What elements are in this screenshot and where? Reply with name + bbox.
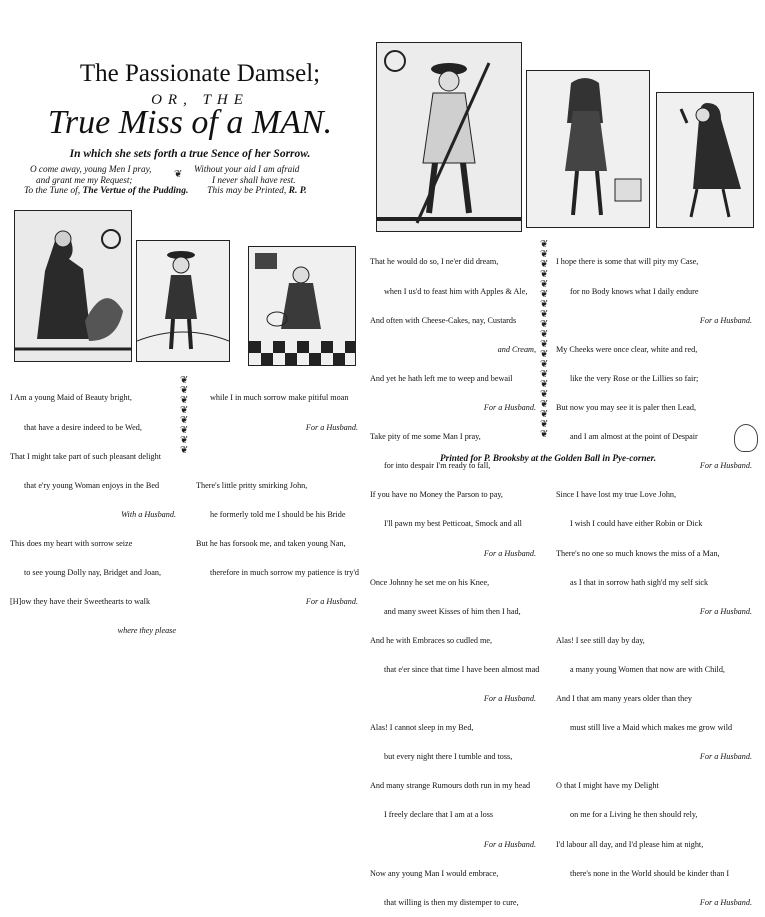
tune-prefix: To the Tune of,	[24, 186, 81, 196]
refrain-line: For a Husband.	[699, 897, 752, 907]
verse-line: And many strange Rumours doth run in my head	[370, 781, 531, 791]
licence-text: This may be Printed,	[207, 186, 287, 196]
ornament-icon: ❦	[180, 425, 189, 436]
verse-line: like the very Rose or the Lillies so fair;	[570, 373, 699, 383]
lady-peacock-illustration	[15, 211, 131, 361]
tune-name: The Vertue of the Pudding.	[82, 186, 189, 196]
title-line-3: True Miss of a MAN.	[47, 104, 333, 141]
refrain-line: With a Husband.	[121, 509, 176, 519]
refrain-line: For a Husband.	[483, 548, 536, 558]
verse-line: that willing is then my distemper to cure,	[384, 897, 519, 907]
ornament-icon: ❦	[540, 419, 549, 430]
refrain-line: For a Husband.	[699, 606, 752, 616]
ornament-icon: ❦	[540, 389, 549, 400]
verse-line: I'll pawn my best Petticoat, Smock and all	[384, 519, 522, 529]
title-line-2: OR, THE	[151, 92, 249, 108]
verse-line: My Cheeks were once clear, white and red,	[556, 344, 698, 354]
refrain-line: For a Husband.	[483, 694, 536, 704]
ornament-icon: ❦	[540, 299, 549, 310]
verse-line: that have a desire indeed to be Wed,	[24, 422, 142, 432]
refrain-line: For a Husband.	[483, 402, 536, 412]
ornament-icon: ❦	[540, 359, 549, 370]
verse-line: There's little pritty smirking John,	[196, 480, 308, 490]
ornament-icon: ❦	[540, 309, 549, 320]
verse-line: That I might take part of such pleasant delight	[10, 451, 161, 461]
verse-line: Since I have lost my true Love John,	[556, 490, 677, 500]
verse-line: a many young Women that now are with Child,	[570, 664, 725, 674]
ornament-icon: ❦	[180, 385, 189, 396]
verse-line: while I in much sorrow make pitiful moan	[210, 393, 349, 403]
verse-line: And often with Cheese-Cakes, nay, Custards	[370, 315, 517, 325]
verse-line: when I us'd to feast him with Apples & Ale,	[384, 286, 528, 296]
verse-line: he formerly told me I should be his Bride	[210, 509, 346, 519]
intro-left-line: O come away, young Men I pray,	[30, 164, 152, 174]
ornament-icon: ❦	[540, 319, 549, 330]
verse-column-4	[556, 238, 752, 917]
verse-line: But now you may see it is paler then Lead,	[556, 402, 697, 412]
verse-line: to see young Dolly nay, Bridget and Joan,	[24, 568, 162, 578]
refrain-line: For a Husband.	[699, 315, 752, 325]
refrain-line: For a Husband.	[305, 597, 358, 607]
verse-line: that e'er since that time I have been almost mad	[384, 664, 540, 674]
ornament-icon: ❦	[540, 369, 549, 380]
verse-line: for into despair I'm ready to fall,	[384, 461, 491, 471]
refrain-line: For a Husband.	[699, 461, 752, 471]
ornament-icon: ❦	[540, 239, 549, 250]
intro-left-line: and grant me my Request;	[36, 175, 133, 185]
licence-initials: R. P.	[288, 186, 307, 196]
intro-right	[194, 164, 354, 186]
ornament-column	[540, 240, 548, 440]
ornament-icon: ❦	[540, 259, 549, 270]
title-line-1: The Passionate Damsel;	[79, 60, 321, 87]
ornament-icon: ❦	[540, 249, 549, 260]
verse-line: therefore in much sorrow my patience is try'd	[210, 568, 360, 578]
verse-line: and I am almost at the point of Despair	[570, 432, 698, 442]
gentleman-illustration	[137, 241, 229, 361]
verse-line: Once Johnny he set me on his Knee,	[370, 577, 490, 587]
ornament-icon: ❦	[540, 339, 549, 350]
verse-line: [H]ow they have their Sweethearts to walk	[10, 597, 151, 607]
verse-line: O that I might have my Delight	[556, 781, 659, 791]
ornament-icon: ❦	[540, 349, 549, 360]
verse-line: I'd labour all day, and I'd please him at night,	[556, 839, 704, 849]
imprint: Printed for P. Brooksby at the Golden Ball in Pye-corner.	[440, 453, 656, 463]
verse-line: Now any young Man I would embrace,	[370, 868, 499, 878]
praying-woman-illustration	[657, 93, 753, 227]
ornament-icon: ❦	[540, 289, 549, 300]
woodcut-praying-woman	[656, 92, 754, 228]
ornament-icon: ❦	[180, 435, 189, 446]
verse-line: And yet he hath left me to weep and bewail	[370, 373, 513, 383]
subtitle: In which she sets forth a true Sence of her Sorrow.	[69, 148, 311, 160]
verse-line: as I that in sorrow hath sigh'd my self sick	[570, 577, 709, 587]
ornament-column	[180, 376, 188, 456]
ornament-icon: ❦	[540, 379, 549, 390]
woodcut-man-with-hat	[248, 246, 356, 366]
woodcut-gallant	[526, 70, 650, 228]
woodcut-gentleman	[136, 240, 230, 362]
verse-line: That he would do so, I ne'er did dream,	[370, 257, 499, 267]
verse-column-1	[10, 374, 176, 646]
ornament-icon: ❦	[540, 399, 549, 410]
verse-line: for no Body knows what I daily endure	[570, 286, 699, 296]
verse-line: Alas! I see still day by day,	[556, 635, 645, 645]
verse-line: I wish I could have either Robin or Dick	[570, 519, 703, 529]
man-with-hat-illustration	[249, 247, 355, 365]
intro-left	[30, 164, 190, 186]
ornament-icon: ❦	[180, 415, 189, 426]
intro-right-line: I never shall have rest.	[212, 175, 296, 185]
ornament-icon: ❦	[540, 409, 549, 420]
woodcut-lady-with-peacock	[14, 210, 132, 362]
intro-right-line: Without your aid I am afraid	[194, 164, 300, 174]
verse-line	[196, 452, 358, 462]
verse-line: must still live a Maid which makes me grow wild	[570, 723, 733, 733]
ornament-icon: ❦	[540, 429, 549, 440]
verse-line: Alas! I cannot sleep in my Bed,	[370, 723, 474, 733]
verse-line: I freely declare that I am at a loss	[384, 810, 494, 820]
ornament-icon: ❦	[180, 445, 189, 456]
tune-line	[24, 186, 364, 196]
verse-line: If you have no Money the Parson to pay,	[370, 490, 503, 500]
crest-icon	[734, 424, 758, 452]
verse-line: where they please	[117, 626, 176, 636]
verse-line: and Cream,	[497, 344, 536, 354]
ornament-icon: ❦	[540, 279, 549, 290]
refrain-line: For a Husband.	[483, 839, 536, 849]
ornament-icon: ❦	[180, 405, 189, 416]
verse-line: And he with Embraces so cudled me,	[370, 635, 493, 645]
ornament-icon: ❦	[540, 269, 549, 280]
verse-column-3	[370, 238, 540, 917]
verse-line: but every night there I tumble and toss,	[384, 752, 513, 762]
ornament-icon: ❦	[174, 169, 183, 180]
verse-line: There's no one so much knows the miss of a Man,	[556, 548, 720, 558]
ornament-icon: ❦	[180, 375, 189, 386]
refrain-line: For a Husband.	[699, 752, 752, 762]
verse-line: that e'ry young Woman enjoys in the Bed	[24, 480, 160, 490]
refrain-line: For a Husband.	[305, 422, 358, 432]
ornament-icon: ❦	[180, 395, 189, 406]
verse-line: I Am a young Maid of Beauty bright,	[10, 393, 132, 403]
verse-line: But he has forsook me, and taken young Nan,	[196, 538, 346, 548]
ornament-icon: ❦	[540, 329, 549, 340]
verse-column-2	[196, 374, 358, 617]
verse-line: on me for a Living he then should rely,	[570, 810, 698, 820]
verse-line: I hope there is some that will pity my Case,	[556, 257, 699, 267]
verse-line: Take pity of me some Man I pray,	[370, 432, 481, 442]
countryman-illustration	[377, 43, 521, 231]
gallant-illustration	[527, 71, 649, 227]
verse-line: there's none in the World should be kinder than I	[570, 868, 730, 878]
verse-line: And I that am many years older than they	[556, 694, 692, 704]
verse-line: This does my heart with sorrow seize	[10, 538, 133, 548]
woodcut-countryman	[376, 42, 522, 232]
verse-line: and many sweet Kisses of him then I had,	[384, 606, 521, 616]
